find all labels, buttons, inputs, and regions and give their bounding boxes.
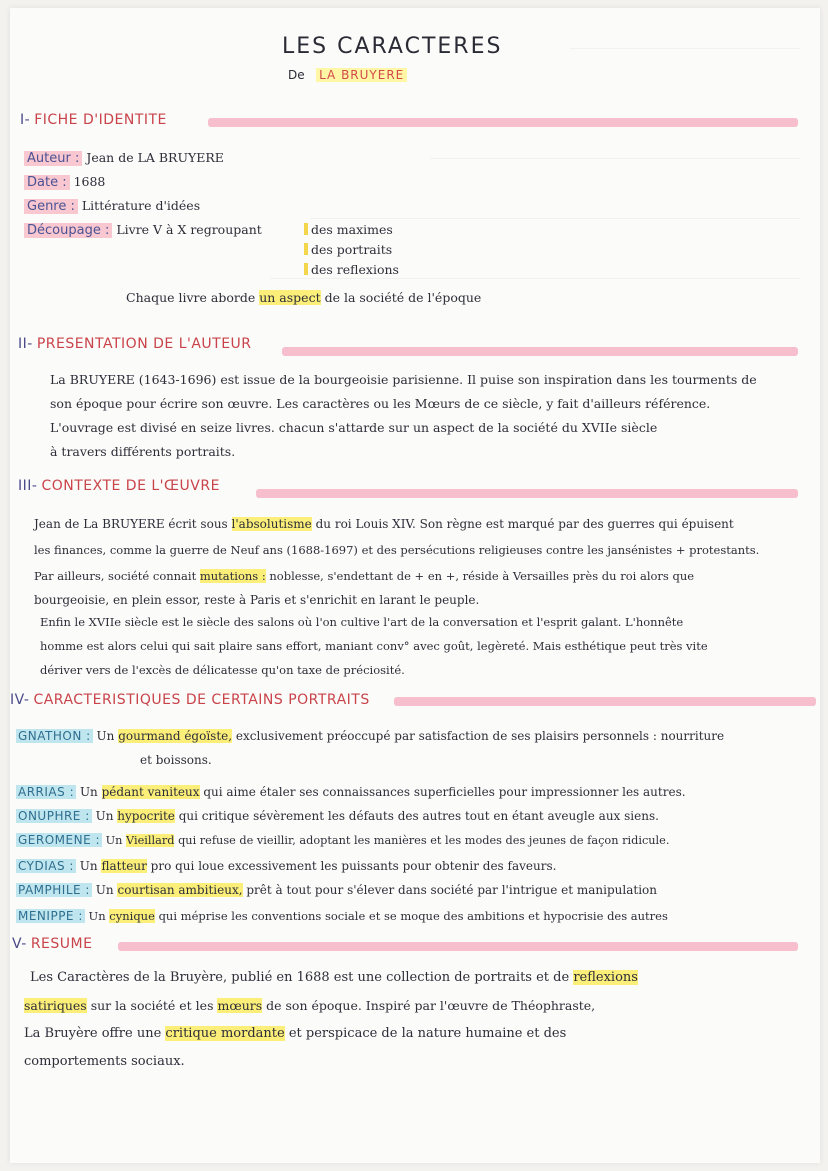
summary-line: Les Caractères de la Bruyère, publié en 1688 est une collection de portraits et de reflexions: [30, 970, 638, 985]
id-val-date: 1688: [73, 174, 106, 189]
id-key-decoupage: Découpage :: [24, 223, 112, 238]
subtitle-de: De: [288, 68, 305, 82]
aspect-line: Chaque livre aborde un aspect de la société de l'époque: [126, 290, 482, 305]
id-row-decoupage: [24, 218, 262, 243]
section-2-number: II-: [18, 336, 33, 352]
summary-highlight: reflexions: [573, 970, 638, 985]
context-line: les finances, comme la guerre de Neuf ans (1688-1697) et des persécutions religieuses contre les jansénistes + protestants.: [34, 543, 760, 557]
yellow-bar-icon: [304, 243, 308, 255]
page-subtitle: [288, 68, 407, 82]
section-3-number: III-: [18, 478, 38, 494]
yellow-bar-icon: [304, 263, 308, 275]
section-5-heading: [12, 936, 92, 952]
id-row-date: [24, 170, 105, 195]
id-key-genre: Genre :: [24, 199, 78, 214]
decoupage-item: des reflexions: [304, 258, 399, 282]
section-2-highlight-bar: [282, 347, 798, 356]
context-highlight-mutations: mutations :: [199, 569, 266, 583]
context-line: Par ailleurs, société connait mutations : noblesse, s'endettant de + en +, réside à Versailles près du roi alors que: [34, 569, 695, 583]
portrait-row: MENIPPE : Un cynique qui méprise les conventions sociale et se moque des ambitions et hypocrisie des autres: [18, 909, 668, 923]
subtitle-author: LA BRUYERE: [316, 68, 407, 82]
section-4-highlight-bar: [394, 697, 816, 706]
context-line: dériver vers de l'excès de délicatesse qu'on taxe de préciosité.: [40, 663, 405, 677]
section-2-heading: [18, 336, 252, 352]
section-1-heading: [20, 112, 167, 128]
section-4-title: CARACTERISTIQUES DE CERTAINS PORTRAITS: [33, 692, 370, 708]
presentation-line: à travers différents portraits.: [50, 444, 236, 459]
id-key-auteur: Auteur :: [24, 151, 82, 166]
portrait-row: ARRIAS : Un pédant vaniteux qui aime étaler ses connaissances superficielles pour impressionner les autres.: [18, 785, 686, 799]
id-val-genre: Littérature d'idées: [81, 198, 201, 213]
summary-highlight: mœurs: [217, 998, 263, 1013]
section-3-heading: [18, 478, 220, 494]
context-line: homme est alors celui qui sait plaire sans effort, maniant conv° avec goût, legèreté. Mais esthétique peut très vite: [40, 639, 708, 653]
portrait-name: PAMPHILE :: [18, 883, 90, 897]
section-2-title: PRESENTATION DE L'AUTEUR: [36, 336, 252, 352]
portrait-row: GNATHON : Un gourmand égoïste, exclusivement préoccupé par satisfaction de ses plaisirs personnels : nourriture: [18, 729, 725, 743]
id-row-auteur: [24, 146, 224, 171]
decoupage-item: des maximes: [304, 218, 393, 242]
portrait-name: CYDIAS :: [18, 859, 74, 873]
section-4-heading: [10, 692, 370, 708]
page-title: LES CARACTERES: [282, 34, 503, 59]
context-line: bourgeoisie, en plein essor, reste à Paris et s'enrichit en larant le peuple.: [34, 593, 480, 607]
portrait-continuation: et boissons.: [140, 753, 212, 767]
id-val-auteur: Jean de LA BRUYERE: [86, 150, 224, 165]
portrait-highlight: gourmand égoïste,: [118, 729, 233, 743]
portrait-highlight: courtisan ambitieux,: [117, 883, 243, 897]
section-5-number: V-: [12, 936, 27, 952]
section-1-title: FICHE D'IDENTITE: [34, 112, 167, 128]
id-val-decoupage: Livre V à X regroupant: [116, 222, 262, 237]
portrait-row: PAMPHILE : Un courtisan ambitieux, prêt à tout pour s'élever dans société par l'intrigue et manipulation: [18, 883, 657, 897]
context-highlight-absolutisme: l'absolutisme: [231, 517, 312, 531]
context-line: Enfin le XVIIe siècle est le siècle des salons où l'on cultive l'art de la conversation et l'esprit galant. L'honnête: [40, 615, 684, 629]
aspect-highlight: un aspect: [259, 290, 321, 305]
section-3-highlight-bar: [256, 489, 798, 498]
notebook-page: [10, 8, 820, 1163]
presentation-line: son époque pour écrire son œuvre. Les caractères ou les Mœurs de ce siècle, y fait d'ailleurs référence.: [50, 396, 711, 411]
section-5-title: RESUME: [30, 936, 93, 952]
section-1-highlight-bar: [208, 118, 798, 127]
portrait-row: GEROMENE : Un Vieillard qui refuse de vieillir, adoptant les manières et les modes des jeunes de façon ridicule.: [18, 833, 670, 847]
summary-line: comportements sociaux.: [24, 1054, 185, 1069]
section-5-highlight-bar: [118, 942, 798, 951]
portrait-row: CYDIAS : Un flatteur pro qui loue excessivement les puissants pour obtenir des faveurs.: [18, 859, 557, 873]
portrait-highlight: pédant vaniteux: [101, 785, 200, 799]
summary-highlight: satiriques: [24, 998, 87, 1013]
portrait-name: ARRIAS :: [18, 785, 75, 799]
portrait-row: ONUPHRE : Un hypocrite qui critique sévèrement les défauts des autres tout en étant aveugle aux siens.: [18, 809, 659, 823]
section-1-number: I-: [20, 112, 31, 128]
portrait-highlight: cynique: [109, 909, 155, 923]
portrait-highlight: flatteur: [101, 859, 147, 873]
decoupage-item: des portraits: [304, 238, 392, 262]
yellow-bar-icon: [304, 223, 308, 235]
summary-highlight: critique mordante: [165, 1026, 285, 1041]
id-key-date: Date :: [24, 175, 70, 190]
portrait-highlight: hypocrite: [117, 809, 175, 823]
context-line: Jean de La BRUYERE écrit sous l'absolutisme du roi Louis XIV. Son règne est marqué par des guerres qui épuisent: [34, 517, 734, 531]
portrait-name: GNATHON :: [18, 729, 91, 743]
summary-line: satiriques sur la société et les mœurs de son époque. Inspiré par l'œuvre de Théophraste,: [24, 998, 596, 1013]
section-4-number: IV-: [10, 692, 30, 708]
portrait-name: MENIPPE :: [18, 909, 83, 923]
portrait-name: ONUPHRE :: [18, 809, 90, 823]
presentation-line: L'ouvrage est divisé en seize livres. chacun s'attarde sur un aspect de la société du XVIIe siècle: [50, 420, 658, 435]
portrait-name: GEROMENE :: [18, 833, 101, 847]
section-3-title: CONTEXTE DE L'ŒUVRE: [41, 478, 220, 494]
portrait-highlight: Vieillard: [126, 834, 175, 847]
presentation-line: La BRUYERE (1643-1696) est issue de la bourgeoisie parisienne. Il puise son inspiration dans les tourments de: [50, 372, 757, 387]
id-row-genre: [24, 194, 200, 219]
summary-line: La Bruyère offre une critique mordante et perspicace de la nature humaine et des: [24, 1026, 567, 1041]
